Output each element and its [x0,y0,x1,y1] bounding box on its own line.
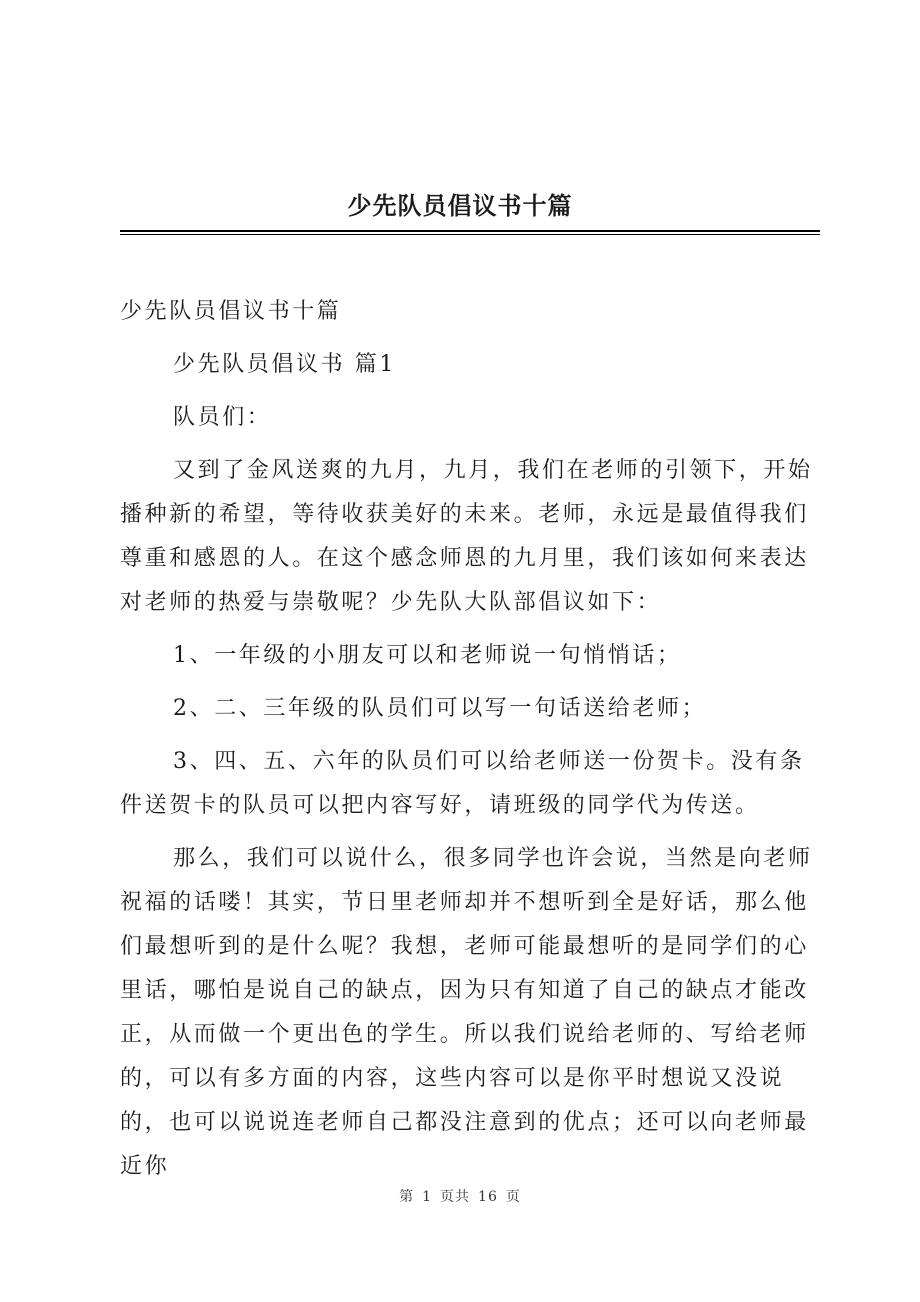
title-underline-thin [120,234,820,235]
page-footer [0,1186,920,1206]
footer-page-number: 1 [422,1189,433,1205]
footer-total-pages: 16 [478,1189,498,1205]
footer-page-of: 页共 [440,1189,471,1205]
salutation: 队员们： [173,405,272,430]
section-heading: 少先队员倡议书 篇1 [173,352,396,377]
document-title: 少先队员倡议书十篇 [347,191,573,220]
list-item-3: 3、四、五、六年的队员们可以给老师送一份贺卡。没有条件送贺卡的队员可以把内容写好，请班级的同学代为传送。 [120,749,805,818]
title-underline-thick [120,230,820,232]
footer-page-label: 第 [399,1189,415,1205]
paragraph-body: 那么，我们可以说什么，很多同学也许会说，当然是向老师祝福的话喽！其实，节日里老师却并不想听到全是好话，那么他们最想听到的是什么呢？我想，老师可能最想听的是同学们的心里话，哪怕是说自己的缺点，因为只有知道了自己的缺点才能改正，从而做一个更出色的学生。所以我们说给老师的、写给老师的，可以有多方面的内容，这些内容可以是你平时想说又没说的，也可以说说连老师自己都没注意到的优点；还可以向老师最近你 [120,846,813,1179]
list-item-1: 1、一年级的小朋友可以和老师说一句悄悄话； [173,643,682,668]
body-heading: 少先队员倡议书十篇 [120,299,342,324]
footer-page-suffix: 页 [505,1189,521,1205]
paragraph-intro: 又到了金风送爽的九月，九月，我们在老师的引领下，开始播种新的希望，等待收获美好的未来。老师，永远是最值得我们尊重和感恩的人。在这个感念师恩的九月里，我们该如何来表达对老师的热爱与崇敬呢？少先队大队部倡议如下： [120,458,813,615]
list-item-2: 2、二、三年级的队员们可以写一句话送给老师； [173,696,707,721]
document-body [120,290,820,1198]
